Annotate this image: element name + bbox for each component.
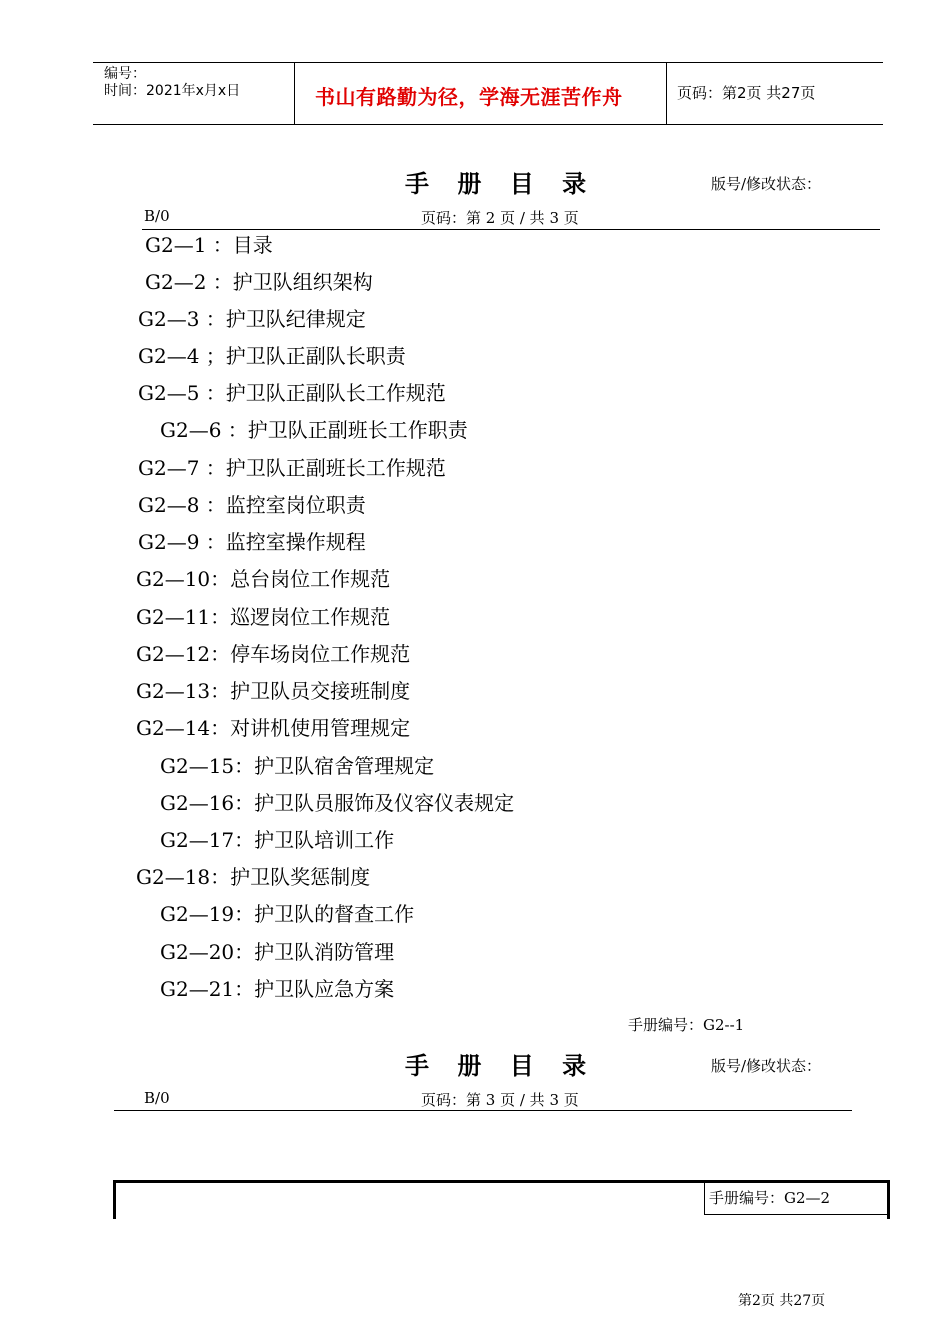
toc-item: G2—17：护卫队培训工作 — [160, 828, 395, 852]
toc-item: G2—7 ：护卫队正副班长工作规范 — [138, 456, 446, 480]
section1-version-label: 版号/修改状态： — [711, 175, 822, 193]
header-meta-cell — [93, 63, 295, 124]
section1-page: 页码：第 2 页 / 共 3 页 — [421, 209, 579, 227]
toc-item: G2—10：总台岗位工作规范 — [136, 567, 391, 591]
manual-number-cell — [704, 1183, 887, 1215]
motto: 书山有路勤为径，学海无涯苦作舟 — [315, 85, 623, 109]
toc-item: G2—11：巡逻岗位工作规范 — [136, 605, 391, 629]
toc-item: G2—1 ：目录 — [145, 233, 273, 257]
toc-item: G2—18：护卫队奖惩制度 — [136, 865, 371, 889]
toc-item: G2—3 ：护卫队纪律规定 — [138, 307, 366, 331]
section1-version-value: B/0 — [144, 207, 170, 225]
header-motto-cell — [295, 63, 667, 124]
time-label: 时间：2021年x月x日 — [104, 83, 241, 99]
section1-title: 手 册 目 录 — [405, 169, 597, 198]
toc-item: G2—21：护卫队应急方案 — [160, 977, 395, 1001]
section2-version-value: B/0 — [144, 1089, 170, 1107]
manual-number-2: 手册编号：G2—2 — [709, 1189, 831, 1207]
toc-item: G2—6 ：护卫队正副班长工作职责 — [160, 418, 468, 442]
footer-page: 第2页 共27页 — [738, 1293, 826, 1309]
serial-label: 编号： — [104, 66, 146, 82]
toc-item: G2—15：护卫队宿舍管理规定 — [160, 754, 435, 778]
section2-title: 手 册 目 录 — [405, 1051, 597, 1080]
toc-item: G2—20：护卫队消防管理 — [160, 940, 395, 964]
manual-number-box — [113, 1180, 890, 1219]
toc-item: G2—4 ；护卫队正副队长职责 — [138, 344, 406, 368]
header-page-info: 页码：第2页 共27页 — [677, 84, 816, 102]
toc-item: G2—16：护卫队员服饰及仪容仪表规定 — [160, 791, 515, 815]
header-table — [93, 62, 883, 125]
header-page-cell — [667, 63, 883, 124]
toc-item: G2—19：护卫队的督查工作 — [160, 902, 415, 926]
section2-rule — [114, 1110, 852, 1111]
toc-item: G2—12：停车场岗位工作规范 — [136, 642, 411, 666]
section2-version-label: 版号/修改状态： — [711, 1057, 822, 1075]
toc-item: G2—14：对讲机使用管理规定 — [136, 716, 411, 740]
manual-number-1: 手册编号：G2--1 — [628, 1016, 745, 1034]
toc-item: G2—9 ：监控室操作规程 — [138, 530, 366, 554]
toc-item: G2—5 ：护卫队正副队长工作规范 — [138, 381, 446, 405]
section2-page: 页码：第 3 页 / 共 3 页 — [421, 1091, 579, 1109]
toc-item: G2—2 ：护卫队组织架构 — [145, 270, 373, 294]
toc-item: G2—8 ：监控室岗位职责 — [138, 493, 366, 517]
toc-item: G2—13：护卫队员交接班制度 — [136, 679, 411, 703]
